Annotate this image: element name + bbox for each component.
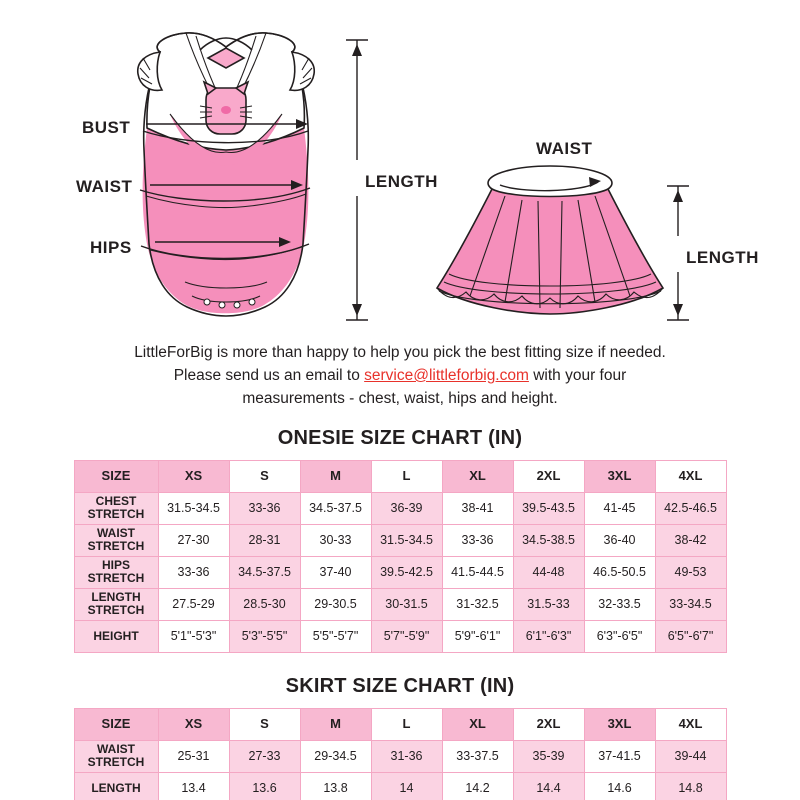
table-cell: 34.5-37.5 bbox=[229, 556, 300, 588]
table-cell: 39-44 bbox=[655, 740, 726, 772]
table-cell: 30-33 bbox=[300, 524, 371, 556]
table-cell: 31.5-34.5 bbox=[371, 524, 442, 556]
table-cell: 13.4 bbox=[158, 772, 229, 800]
row-label: LENGTH STRETCH bbox=[74, 588, 158, 620]
label-waist: WAIST bbox=[76, 177, 133, 196]
table-cell: 5'9"-6'1" bbox=[442, 620, 513, 652]
help-line-2-pre: Please send us an email to bbox=[173, 366, 365, 384]
table-cell: 37-41.5 bbox=[584, 740, 655, 772]
column-header: S bbox=[229, 708, 300, 740]
row-label: WAIST STRETCH bbox=[74, 524, 158, 556]
table-cell: 29-34.5 bbox=[300, 740, 371, 772]
table-header-row bbox=[74, 708, 726, 740]
table-cell: 14.8 bbox=[655, 772, 726, 800]
table-cell: 39.5-43.5 bbox=[513, 492, 584, 524]
table-cell: 5'1"-5'3" bbox=[158, 620, 229, 652]
column-header: XL bbox=[442, 460, 513, 492]
garment-diagram bbox=[0, 0, 800, 340]
table-cell: 28-31 bbox=[229, 524, 300, 556]
label-length-skirt: LENGTH bbox=[686, 248, 759, 267]
table-row bbox=[74, 556, 726, 588]
table-row bbox=[74, 492, 726, 524]
table-row bbox=[74, 588, 726, 620]
table-cell: 5'3"-5'5" bbox=[229, 620, 300, 652]
column-header: 2XL bbox=[513, 708, 584, 740]
skirt-chart-title: SKIRT SIZE CHART (IN) bbox=[285, 674, 515, 697]
table-cell: 37-40 bbox=[300, 556, 371, 588]
table-cell: 34.5-37.5 bbox=[300, 492, 371, 524]
table-row bbox=[74, 524, 726, 556]
onesie-table-wrap bbox=[0, 460, 800, 653]
column-header: 2XL bbox=[513, 460, 584, 492]
label-waist-skirt: WAIST bbox=[536, 139, 593, 158]
table-cell: 38-42 bbox=[655, 524, 726, 556]
skirt-table-wrap bbox=[0, 708, 800, 800]
column-header: XS bbox=[158, 460, 229, 492]
table-cell: 33-36 bbox=[158, 556, 229, 588]
table-row bbox=[74, 772, 726, 800]
row-label: WAIST STRETCH bbox=[74, 740, 158, 772]
column-header: L bbox=[371, 460, 442, 492]
column-header: XL bbox=[442, 708, 513, 740]
table-header-row bbox=[74, 460, 726, 492]
table-cell: 28.5-30 bbox=[229, 588, 300, 620]
table-cell: 33-37.5 bbox=[442, 740, 513, 772]
table-cell: 31.5-34.5 bbox=[158, 492, 229, 524]
table-cell: 33-34.5 bbox=[655, 588, 726, 620]
table-cell: 36-40 bbox=[584, 524, 655, 556]
table-cell: 27-30 bbox=[158, 524, 229, 556]
column-header: XS bbox=[158, 708, 229, 740]
onesie-chart-title: ONESIE SIZE CHART (IN) bbox=[277, 426, 523, 449]
column-header: SIZE bbox=[74, 708, 158, 740]
table-cell: 14.6 bbox=[584, 772, 655, 800]
column-header: M bbox=[300, 708, 371, 740]
table-cell: 33-36 bbox=[442, 524, 513, 556]
table-cell: 6'1"-6'3" bbox=[513, 620, 584, 652]
table-cell: 13.8 bbox=[300, 772, 371, 800]
table-cell: 39.5-42.5 bbox=[371, 556, 442, 588]
column-header: L bbox=[371, 708, 442, 740]
row-label: CHEST STRETCH bbox=[74, 492, 158, 524]
table-cell: 44-48 bbox=[513, 556, 584, 588]
skirt-size-table bbox=[74, 708, 727, 800]
label-length-onesie: LENGTH bbox=[365, 172, 438, 191]
column-header: SIZE bbox=[74, 460, 158, 492]
table-cell: 34.5-38.5 bbox=[513, 524, 584, 556]
row-label: LENGTH bbox=[74, 772, 158, 800]
table-cell: 35-39 bbox=[513, 740, 584, 772]
table-cell: 41-45 bbox=[584, 492, 655, 524]
table-cell: 32-33.5 bbox=[584, 588, 655, 620]
table-cell: 38-41 bbox=[442, 492, 513, 524]
table-cell: 46.5-50.5 bbox=[584, 556, 655, 588]
table-row bbox=[74, 620, 726, 652]
diagram-illustration bbox=[0, 0, 800, 340]
row-label: HIPS STRETCH bbox=[74, 556, 158, 588]
table-cell: 14.4 bbox=[513, 772, 584, 800]
column-header: 4XL bbox=[655, 708, 726, 740]
column-header: 4XL bbox=[655, 460, 726, 492]
table-cell: 5'5"-5'7" bbox=[300, 620, 371, 652]
label-bust: BUST bbox=[82, 118, 131, 137]
label-hips: HIPS bbox=[90, 238, 132, 257]
table-cell: 6'5"-6'7" bbox=[655, 620, 726, 652]
table-cell: 25-31 bbox=[158, 740, 229, 772]
table-cell: 41.5-44.5 bbox=[442, 556, 513, 588]
table-cell: 31.5-33 bbox=[513, 588, 584, 620]
table-cell: 31-32.5 bbox=[442, 588, 513, 620]
table-cell: 14 bbox=[371, 772, 442, 800]
table-cell: 49-53 bbox=[655, 556, 726, 588]
table-cell: 29-30.5 bbox=[300, 588, 371, 620]
table-cell: 31-36 bbox=[371, 740, 442, 772]
table-cell: 6'3"-6'5" bbox=[584, 620, 655, 652]
table-cell: 30-31.5 bbox=[371, 588, 442, 620]
onesie-size-table bbox=[74, 460, 727, 653]
help-line-3: measurements - chest, waist, hips and height. bbox=[242, 389, 558, 407]
help-line-2 bbox=[60, 365, 740, 388]
table-cell: 36-39 bbox=[371, 492, 442, 524]
table-cell: 33-36 bbox=[229, 492, 300, 524]
table-cell: 27-33 bbox=[229, 740, 300, 772]
help-text bbox=[0, 342, 800, 411]
table-row bbox=[74, 740, 726, 772]
help-line-1: LittleForBig is more than happy to help you pick the best fitting size if needed. bbox=[134, 344, 666, 361]
column-header: M bbox=[300, 460, 371, 492]
table-cell: 42.5-46.5 bbox=[655, 492, 726, 524]
column-header: S bbox=[229, 460, 300, 492]
table-cell: 5'7"-5'9" bbox=[371, 620, 442, 652]
table-cell: 13.6 bbox=[229, 772, 300, 800]
help-line-2-post: with your four bbox=[528, 366, 627, 384]
row-label: HEIGHT bbox=[74, 620, 158, 652]
column-header: 3XL bbox=[584, 708, 655, 740]
table-cell: 14.2 bbox=[442, 772, 513, 800]
column-header: 3XL bbox=[584, 460, 655, 492]
table-cell: 27.5-29 bbox=[158, 588, 229, 620]
support-email-link[interactable]: service@littleforbig.com bbox=[364, 366, 529, 384]
